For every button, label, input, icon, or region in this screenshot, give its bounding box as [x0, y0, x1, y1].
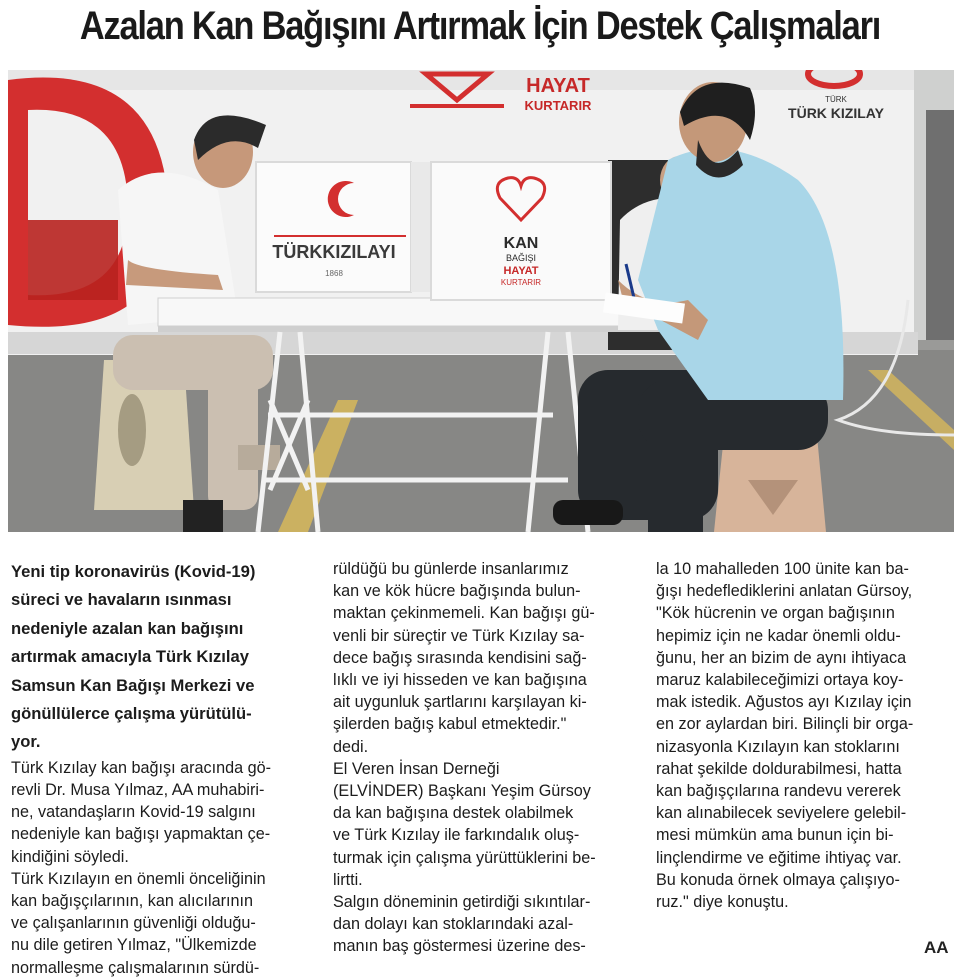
- news-photo: [8, 70, 954, 532]
- text-line: Salgın döneminin getirdiği sıkıntılar-: [333, 893, 591, 912]
- text-line: nu dile getiren Yılmaz, "Ülkemizde: [11, 936, 257, 955]
- body-paragraph: [11, 868, 307, 979]
- right-sign-line1: KAN: [503, 235, 539, 252]
- right-sign-line3: HAYAT: [503, 265, 539, 277]
- text-line: rahat şekilde doldurabilmesi, hatta: [656, 759, 902, 778]
- left-sign-year: 1868: [325, 269, 343, 278]
- right-sign-line4: KURTARIR: [500, 278, 542, 287]
- text-line: normalleşme çalışmalarının sürdü-: [11, 958, 260, 977]
- left-sign-brand: TÜRKKIZILAYI: [272, 242, 396, 262]
- bus-logo-label: TÜRK KIZILAY: [788, 105, 884, 121]
- text-line: dedi.: [333, 737, 369, 756]
- text-line: (ELVİNDER) Başkanı Yeşim Gürsoy: [333, 782, 591, 801]
- lead-line: artırmak amacıyla Türk Kızılay: [11, 647, 249, 667]
- text-line: dece bağış sırasında kendisini sağ-: [333, 648, 587, 667]
- article-column-1: [11, 558, 307, 979]
- lead-paragraph: [11, 558, 307, 757]
- text-line: Türk Kızılay kan bağışı aracında gö-: [11, 758, 272, 777]
- lead-line: gönüllülerce çalışma yürütülü-: [11, 704, 252, 724]
- text-line: mesi mümkün ama bunun için bi-: [656, 826, 894, 845]
- lead-line: nedeniyle azalan kan bağışını: [11, 618, 244, 638]
- text-line: revli Dr. Musa Yılmaz, AA muhabiri-: [11, 781, 265, 800]
- body-paragraph: [333, 758, 629, 891]
- text-line: manın baş göstermesi üzerine des-: [333, 937, 586, 956]
- bus-slogan-1: HAYAT: [526, 75, 590, 97]
- body-paragraph: [11, 757, 307, 868]
- body-paragraph: [656, 558, 952, 913]
- text-line: lıklı ve iyi hisseden ve kan bağışına: [333, 671, 587, 690]
- text-line: turmak için çalışma yürüttüklerini be-: [333, 848, 596, 867]
- svg-text:TÜRK: TÜRK: [825, 95, 847, 104]
- lead-line: Yeni tip koronavirüs (Kovid-19): [11, 562, 256, 581]
- text-line: nedeniyle kan bağışı yapmaktan çe-: [11, 825, 271, 844]
- text-line: linçlendirme ve eğitime ihtiyaç var.: [656, 848, 902, 867]
- text-line: kan bağışçılarının, kan alıcılarının: [11, 892, 254, 911]
- bus-slogan-2: KURTARIR: [524, 98, 592, 113]
- text-line: kindiğini söyledi.: [11, 847, 129, 866]
- text-line: ğışı hedeflediklerini anlatan Gürsoy,: [656, 582, 913, 601]
- text-line: ğunu, her an bizim de aynı ihtiyaca: [656, 648, 907, 667]
- text-line: ne, vatandaşların Kovid-19 salgını: [11, 803, 256, 822]
- text-line: El Veren İnsan Derneği: [333, 759, 500, 778]
- text-line: ve Türk Kızılay ile farkındalık oluş-: [333, 826, 580, 845]
- text-line: Bu konuda örnek olmaya çalışıyo-: [656, 870, 900, 889]
- right-sign-line2: BAĞIŞI: [505, 253, 537, 263]
- text-line: kan alınabilecek seviyelere gelebil-: [656, 804, 907, 823]
- lead-line: yor.: [11, 732, 41, 752]
- text-line: rüldüğü bu günlerde insanlarımız: [333, 560, 569, 578]
- article-column-2: [333, 558, 629, 958]
- text-line: hepimiz için ne kadar önemli oldu-: [656, 626, 901, 645]
- article-column-3: [656, 558, 952, 913]
- text-line: Türk Kızılayın en önemli önceliğinin: [11, 869, 266, 888]
- text-line: "Kök hücrenin ve organ bağışının: [656, 604, 895, 623]
- body-paragraph: [333, 558, 629, 758]
- lead-line: Samsun Kan Bağışı Merkezi ve: [11, 675, 255, 695]
- text-line: lirtti.: [333, 870, 363, 889]
- byline: AA: [924, 938, 949, 957]
- text-line: ait uygunluk şartlarını karşılayan ki-: [333, 693, 587, 712]
- body-paragraph: [333, 891, 629, 958]
- text-line: maruz kalabileceğimizi ortaya koy-: [656, 671, 904, 690]
- text-line: maktan çekinmemeli. Kan bağışı gü-: [333, 604, 595, 623]
- text-line: ve çalışanlarının güvenliği olduğu-: [11, 914, 256, 933]
- text-line: da kan bağışına destek olabilmek: [333, 804, 574, 823]
- text-line: şilerden bağış kabul etmektedir.": [333, 715, 567, 734]
- text-line: venli bir süreçtir ve Türk Kızılay sa-: [333, 626, 585, 645]
- lead-line: süreci ve havaların ısınması: [11, 590, 232, 610]
- text-line: ruz." diye konuştu.: [656, 893, 789, 912]
- text-line: nizasyonla Kızılayın kan stoklarını: [656, 737, 900, 756]
- text-line: la 10 mahalleden 100 ünite kan ba-: [656, 560, 909, 578]
- text-line: mak istedik. Ağustos ayı Kızılay için: [656, 693, 912, 712]
- text-line: en zor aylardan biri. Bilinçli bir orga-: [656, 715, 914, 734]
- text-line: kan ve kök hücre bağışında bulun-: [333, 582, 581, 601]
- text-line: dan dolayı kan stoklarındaki azal-: [333, 915, 574, 934]
- headline: Azalan Kan Bağışını Artırmak İçin Destek Çalışmaları: [79, 4, 881, 48]
- text-line: kan bağışçılarına randevu vererek: [656, 782, 901, 801]
